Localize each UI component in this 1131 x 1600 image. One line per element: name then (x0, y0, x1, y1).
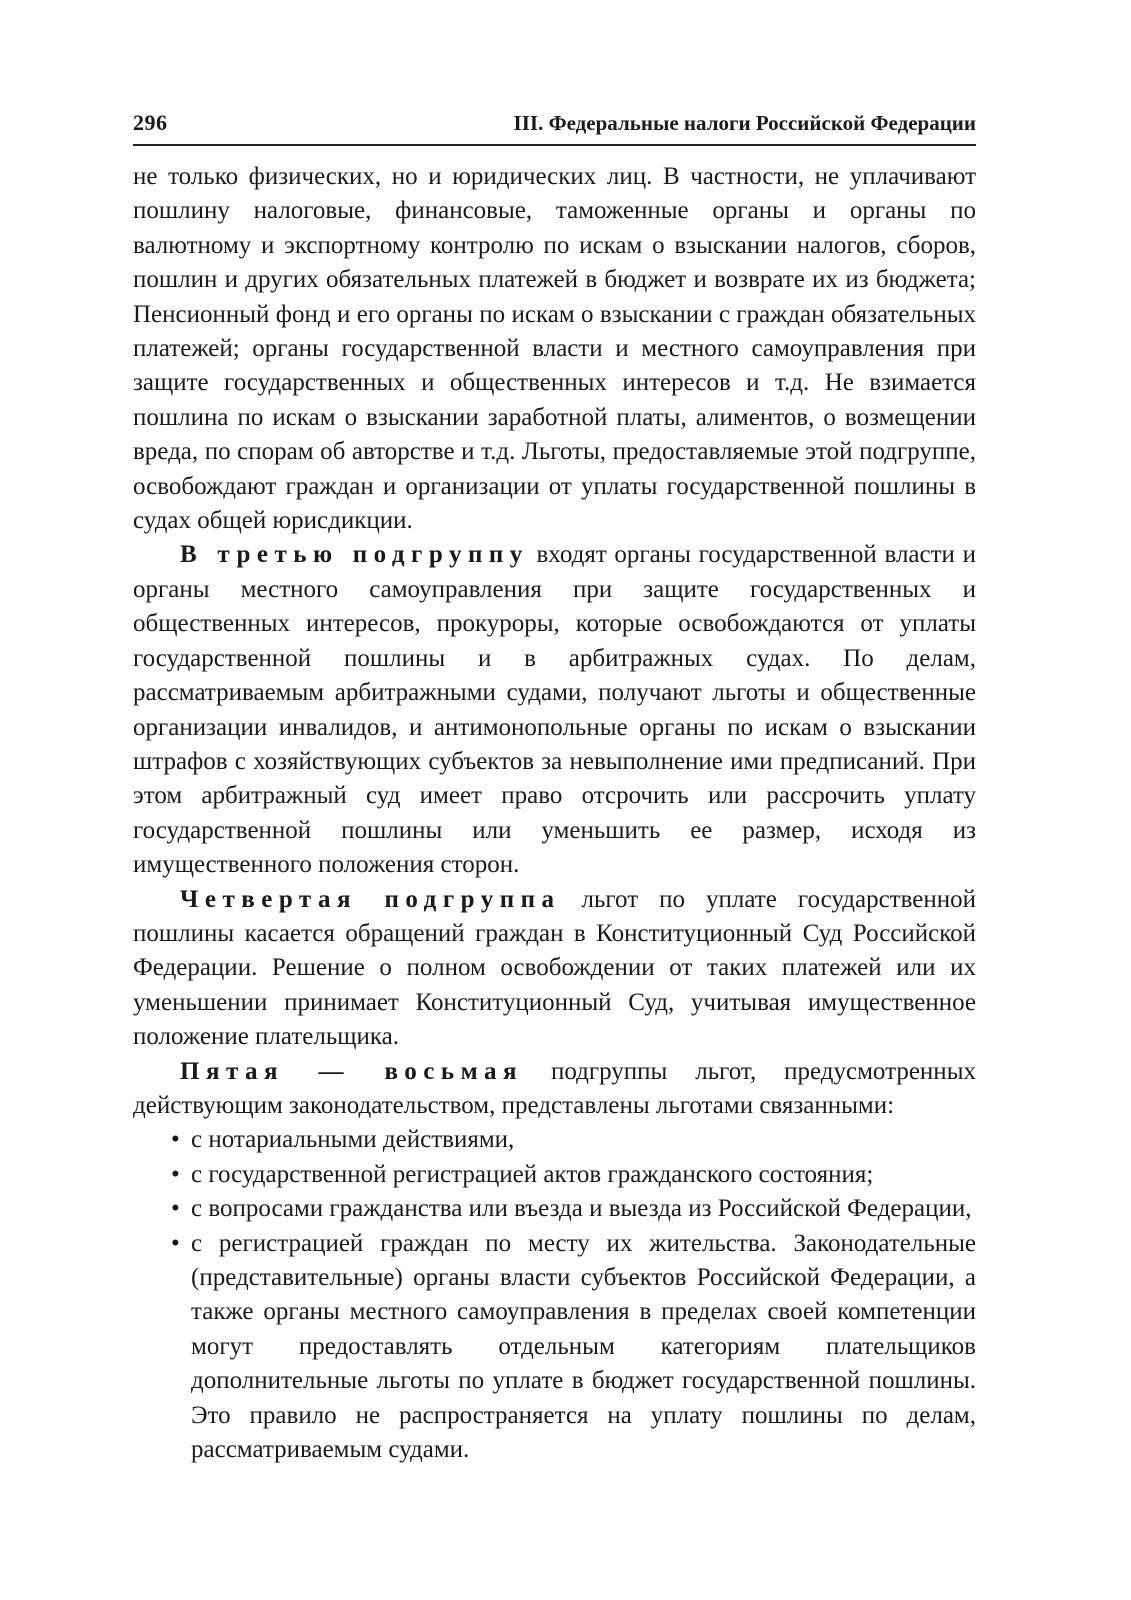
list-item-text: с нотариальными действиями, (191, 1126, 515, 1154)
list-item-text: с вопросами гражданства или въезда и выезда из Российской Федерации, (191, 1195, 972, 1223)
paragraph-3-body: льгот по уплате государственной пошлины касается обращений граждан в Конституционный Суд Российской Федерации. Решение о полном освобождении от таких платежей или их уменьшении принимает Конституционный Суд, учитывая имущественное положение плательщика. (133, 885, 976, 1051)
chapter-title: III. Федеральные налоги Российской Федерации (513, 111, 976, 135)
bullet-icon: • (171, 1195, 180, 1223)
paragraph-4 (133, 1055, 976, 1124)
paragraph-2-body: входят органы государственной власти и органы местного самоуправления при защите государственных и общественных интересов, прокуроры, которые освобождаются от уплаты государственной пошлины и в арбитражных судах. По делам, рассматриваемым арбитражными судами, получают льготы и общественные организации инвалидов, и антимонопольные органы по искам о взыскании штрафов с хозяйствующих субъектов за невыполнение ими предписаний. При этом арбитражный суд имеет право отсрочить или рассрочить уплату государственной пошлины или уменьшить ее размер, исходя из имущественного положения сторон. (133, 541, 976, 879)
paragraph-3 (133, 883, 976, 1055)
list-item (171, 1123, 976, 1157)
paragraph-3-lead: Четвертая подгруппа (180, 885, 561, 913)
list-item (171, 1227, 976, 1468)
paragraph-1: не только физических, но и юридических лиц. В частности, не уплачивают пошлину налоговые, финансовые, таможенные органы и органы по валютному и экспортному контролю по искам о взыскании налогов, сборов, пошлин и других обязательных платежей в бюджет и возврате их из бюджета; Пенсионный фонд и его органы по искам о взыскании с граждан обязательных платежей; органы государственной власти и местного самоуправления при защите государственных и общественных интересов и т.д. Не взимается пошлина по искам о взыскании заработной платы, алиментов, о возмещении вреда, по спорам об авторстве и т.д. Льготы, предоставляемые этой подгруппе, освобождают граждан и организации от уплаты государственной пошлины в судах общей юрисдикции. (133, 163, 976, 535)
page-number: 296 (133, 110, 168, 135)
list-item-text: с регистрацией граждан по месту их жительства. Законодательные (представительные) органы власти субъектов Российской Федерации, а также органы местного самоуправления в пределах своей компетенции могут предоставлять отдельным категориям плательщиков дополнительные льготы по уплате в бюджет государственной пошлины. Это правило не распространяется на уплату пошлины по делам, рассматриваемым судами. (191, 1229, 976, 1464)
book-page (133, 110, 976, 1467)
list-item (171, 1158, 976, 1192)
paragraph-4-body: подгруппы льгот, предусмотренных действующим законодательством, представлены льготами связанными: (133, 1057, 976, 1119)
bullet-icon: • (171, 1126, 180, 1154)
bullet-list (133, 1123, 976, 1467)
paragraph-4-lead: Пятая — восьмая (180, 1057, 523, 1085)
paragraph-2 (133, 538, 976, 882)
paragraph-2-lead: В третью подгруппу (180, 541, 529, 569)
running-head (133, 110, 976, 146)
bullet-icon: • (171, 1160, 180, 1188)
list-item-text: с государственной регистрацией актов гражданского состояния; (191, 1160, 874, 1188)
bullet-icon: • (171, 1229, 180, 1257)
list-item (171, 1192, 976, 1226)
